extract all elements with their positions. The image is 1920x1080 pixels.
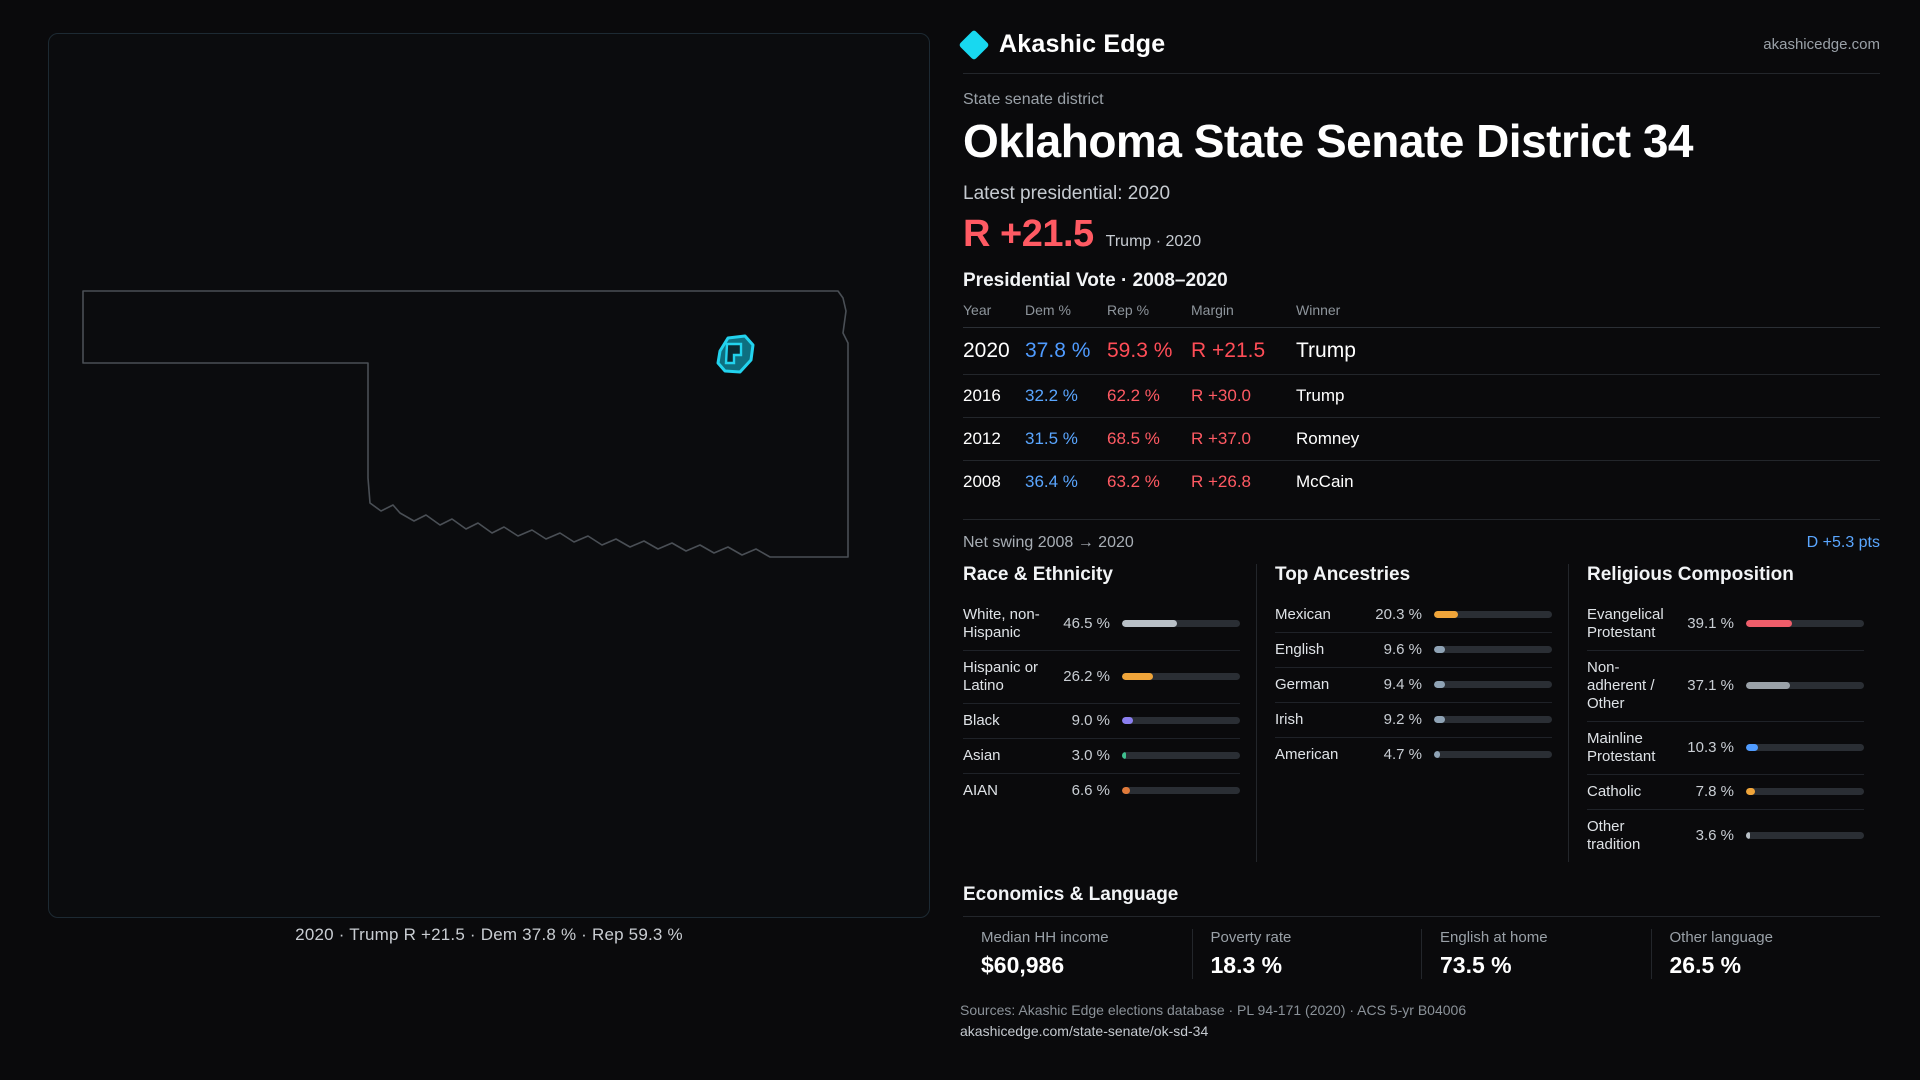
stat-row (963, 598, 1240, 650)
stat-value: 10.3 % (1687, 739, 1734, 757)
brand-row (963, 30, 1880, 74)
stat-bar-fill (1122, 787, 1130, 794)
stat-bar-fill (1122, 717, 1133, 724)
stat-bar-fill (1746, 832, 1750, 839)
stat-row (1275, 632, 1552, 667)
brand-url[interactable]: akashicedge.com (1763, 36, 1880, 53)
stat-row (1275, 702, 1552, 737)
stat-label: Asian (963, 746, 1001, 764)
cell-dem: 37.8 % (1025, 327, 1107, 374)
economics-grid (963, 916, 1880, 979)
page-title: Oklahoma State Senate District 34 (963, 115, 1694, 167)
econ-value: 26.5 % (1669, 951, 1742, 978)
cell-dem: 36.4 % (1025, 460, 1107, 503)
stat-label: English (1275, 640, 1325, 658)
stat-bar-fill (1434, 611, 1458, 618)
stat-bar-fill (1434, 751, 1440, 758)
margin-value: R +21.5 (963, 212, 1094, 255)
latest-presidential-label: Latest presidential: 2020 (963, 182, 1171, 204)
net-swing-row (963, 519, 1880, 552)
stat-value: 9.0 % (1071, 712, 1110, 730)
state-map[interactable] (48, 33, 930, 918)
stat-bar-track (1746, 682, 1864, 689)
stat-row (963, 703, 1240, 738)
stat-label: Mexican (1275, 605, 1331, 623)
map-caption: 2020 · Trump R +21.5 · Dem 37.8 % · Rep 59.3 % (295, 925, 683, 944)
stat-label: German (1275, 675, 1330, 693)
stat-bar-track (1434, 716, 1552, 723)
cell-dem: 31.5 % (1025, 417, 1107, 460)
ancestries-list (1275, 598, 1552, 772)
stat-bar-fill (1746, 788, 1755, 795)
stat-label: White, non-Hispanic (963, 605, 1040, 641)
stat-label: American (1275, 745, 1339, 763)
cell-year: 2008 (963, 460, 1025, 503)
cell-year: 2012 (963, 417, 1025, 460)
stat-row (1587, 774, 1864, 809)
stat-label: Catholic (1587, 782, 1642, 800)
net-swing-label: Net swing 2008 → 2020 (963, 533, 1134, 551)
stat-value: 46.5 % (1063, 615, 1110, 633)
stat-bar-track (1746, 832, 1864, 839)
ancestries-title: Top Ancestries (1275, 563, 1411, 585)
table-row (963, 374, 1880, 417)
econ-value: $60,986 (981, 951, 1065, 978)
stat-value: 9.6 % (1383, 641, 1422, 659)
cell-dem: 32.2 % (1025, 374, 1107, 417)
econ-cell (963, 929, 1192, 979)
stat-value: 9.4 % (1383, 676, 1422, 694)
stat-label: Mainline Protestant (1587, 729, 1656, 765)
stat-bar-track (1122, 787, 1240, 794)
stat-value: 4.7 % (1383, 746, 1422, 764)
state-outline (83, 291, 848, 557)
stat-bar-track (1122, 620, 1240, 627)
stat-bar-fill (1434, 646, 1445, 653)
stat-bar-fill (1746, 744, 1758, 751)
cell-rep: 62.2 % (1107, 374, 1191, 417)
stat-label: Evangelical Protestant (1587, 605, 1664, 641)
map-panel (0, 0, 945, 1080)
stat-bar-track (1746, 788, 1864, 795)
cell-year: 2020 (963, 327, 1025, 374)
presidential-section-title: Presidential Vote · 2008–2020 (963, 269, 1228, 291)
econ-cell (1192, 929, 1422, 979)
stat-label: Irish (1275, 710, 1304, 728)
stat-row (963, 773, 1240, 808)
econ-label: Other language (1669, 928, 1773, 946)
stat-row (1275, 667, 1552, 702)
ancestries-column (1256, 564, 1568, 862)
cell-winner: Trump (1296, 327, 1880, 374)
stat-value: 9.2 % (1383, 711, 1422, 729)
headline-margin (963, 213, 1880, 256)
net-swing-value: D +5.3 pts (1806, 533, 1880, 551)
stat-row (963, 738, 1240, 773)
religion-list (1587, 598, 1864, 862)
stat-bar-track (1746, 744, 1864, 751)
stat-value: 7.8 % (1695, 783, 1734, 801)
district-highlight[interactable] (718, 336, 753, 372)
cell-margin: R +30.0 (1191, 374, 1296, 417)
race-title: Race & Ethnicity (963, 563, 1113, 585)
col-year: Year (963, 301, 992, 318)
religion-column (1568, 564, 1880, 862)
demographics-columns (963, 564, 1880, 862)
stat-bar-fill (1746, 620, 1792, 627)
stat-bar-fill (1122, 620, 1177, 627)
sources-line: Sources: Akashic Edge elections database · PL 94-171 (2020) · ACS 5-yr B04006 (960, 1002, 1467, 1018)
cell-margin: R +26.8 (1191, 460, 1296, 503)
cell-rep: 63.2 % (1107, 460, 1191, 503)
stat-row (1275, 598, 1552, 632)
cell-year: 2016 (963, 374, 1025, 417)
stat-bar-track (1434, 751, 1552, 758)
stat-bar-track (1434, 611, 1552, 618)
cell-winner: Trump (1296, 374, 1880, 417)
stat-row (963, 650, 1240, 703)
stat-row (1275, 737, 1552, 772)
econ-cell (1651, 929, 1881, 979)
cell-margin: R +21.5 (1191, 327, 1296, 374)
econ-label: Poverty rate (1210, 928, 1292, 946)
stat-row (1587, 809, 1864, 862)
stat-value: 3.6 % (1695, 827, 1734, 845)
info-panel (945, 0, 1920, 1080)
stat-bar-fill (1122, 752, 1126, 759)
stat-value: 20.3 % (1375, 606, 1422, 624)
religion-title: Religious Composition (1587, 563, 1794, 585)
stat-bar-fill (1434, 716, 1445, 723)
cell-rep: 59.3 % (1107, 327, 1191, 374)
stat-label: Hispanic or Latino (963, 658, 1039, 694)
footer-url[interactable]: akashicedge.com/state-senate/ok-sd-34 (960, 1023, 1209, 1039)
stat-value: 39.1 % (1687, 615, 1734, 633)
col-winner: Winner (1296, 301, 1341, 318)
stat-bar-track (1434, 646, 1552, 653)
stat-value: 6.6 % (1071, 782, 1110, 800)
stat-value: 37.1 % (1687, 677, 1734, 695)
stat-bar-track (1122, 673, 1240, 680)
brand-name: Akashic Edge (999, 30, 1166, 58)
stat-label: Non-adherent / Other (1587, 658, 1655, 712)
econ-label: English at home (1440, 928, 1548, 946)
stat-bar-fill (1746, 682, 1790, 689)
race-list (963, 598, 1240, 808)
col-margin: Margin (1191, 301, 1234, 318)
cell-winner: McCain (1296, 460, 1880, 503)
stat-row (1587, 650, 1864, 721)
stat-value: 3.0 % (1071, 747, 1110, 765)
econ-value: 18.3 % (1210, 951, 1283, 978)
presidential-vote-table (963, 302, 1880, 503)
economics-title: Economics & Language (963, 883, 1179, 905)
stat-bar-track (1746, 620, 1864, 627)
col-dem: Dem % (1025, 301, 1071, 318)
diamond-icon (958, 29, 989, 60)
table-row (963, 327, 1880, 374)
cell-margin: R +37.0 (1191, 417, 1296, 460)
stat-bar-track (1122, 717, 1240, 724)
stat-bar-fill (1122, 673, 1153, 680)
table-row (963, 417, 1880, 460)
stat-bar-track (1122, 752, 1240, 759)
cell-winner: Romney (1296, 417, 1880, 460)
cell-rep: 68.5 % (1107, 417, 1191, 460)
stat-label: AIAN (963, 781, 999, 799)
table-header-row (963, 302, 1880, 328)
footer-sources (960, 1000, 1466, 1042)
stat-row (1587, 721, 1864, 774)
stat-label: Other tradition (1587, 817, 1641, 853)
margin-subtitle: Trump · 2020 (1105, 232, 1202, 250)
stat-bar-track (1434, 681, 1552, 688)
stat-row (1587, 598, 1864, 650)
stat-value: 26.2 % (1063, 668, 1110, 686)
stat-bar-fill (1434, 681, 1445, 688)
table-row (963, 460, 1880, 503)
stat-label: Black (963, 711, 1000, 729)
econ-label: Median HH income (981, 928, 1109, 946)
econ-value: 73.5 % (1440, 951, 1512, 978)
econ-cell (1421, 929, 1651, 979)
col-rep: Rep % (1107, 301, 1150, 318)
district-type-label: State senate district (963, 91, 1104, 108)
race-ethnicity-column (963, 564, 1256, 862)
